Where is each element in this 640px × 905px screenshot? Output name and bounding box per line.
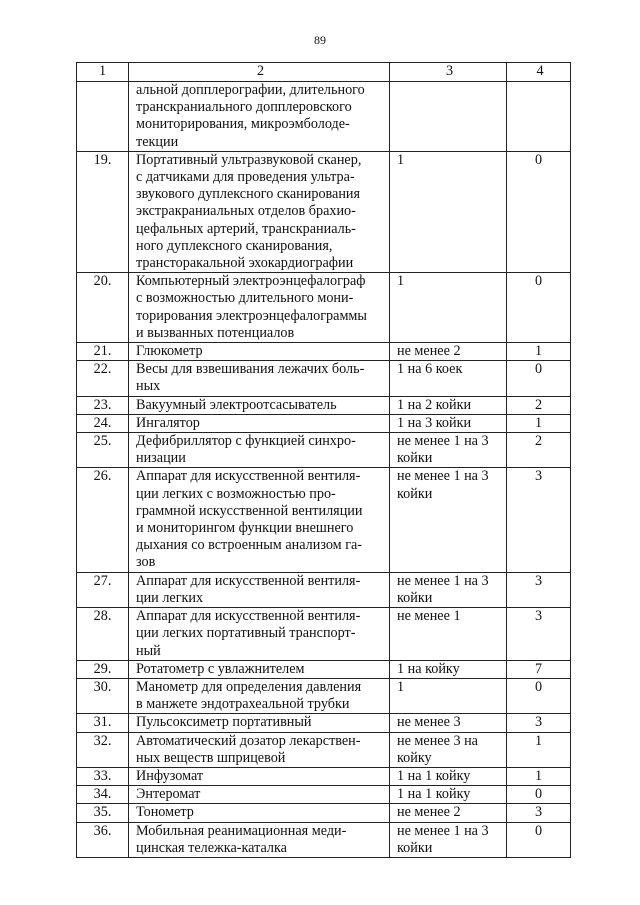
row-number-cell: 24. xyxy=(77,414,129,432)
equipment-name-cell xyxy=(129,732,390,767)
equipment-name-line: и мониторингом функции внешнего xyxy=(136,520,354,537)
equipment-name-cell xyxy=(129,660,390,678)
row-number-cell: 23. xyxy=(77,396,129,414)
value-cell: 3 xyxy=(507,572,571,607)
equipment-name-line: Автоматический дозатор лекарствен- xyxy=(136,732,361,749)
equipment-name-line: Весы для взвешивания лежачих боль- xyxy=(136,361,365,378)
equipment-name-cell xyxy=(129,82,390,152)
value-cell: 0 xyxy=(507,786,571,804)
table-row xyxy=(77,732,571,767)
quantity-line: не менее 1 на 3 xyxy=(397,822,489,839)
equipment-name-line: низации xyxy=(136,450,186,467)
equipment-table xyxy=(76,62,571,858)
value-cell: 2 xyxy=(507,433,571,468)
row-number-cell: 30. xyxy=(77,678,129,713)
equipment-name-cell xyxy=(129,396,390,414)
equipment-name-cell xyxy=(129,468,390,572)
quantity-line: 1 на 1 койку xyxy=(397,786,471,803)
equipment-name-line: транскраниального допплеровского xyxy=(136,99,352,116)
quantity-cell xyxy=(390,804,507,822)
value-cell: 3 xyxy=(507,468,571,572)
quantity-line: 1 xyxy=(397,678,405,695)
equipment-name-line: Вакуумный электроотсасыватель xyxy=(136,396,337,413)
quantity-line: койки xyxy=(397,450,433,467)
equipment-name-line: с возможностью длительного мони- xyxy=(136,290,354,307)
table-row xyxy=(77,151,571,272)
quantity-cell xyxy=(390,660,507,678)
row-number-cell: 22. xyxy=(77,361,129,396)
quantity-line: 1 на 6 коек xyxy=(397,361,463,378)
equipment-name-cell xyxy=(129,361,390,396)
equipment-name-cell xyxy=(129,786,390,804)
row-number-cell: 36. xyxy=(77,822,129,857)
equipment-name-line: Компьютерный электроэнцефалограф xyxy=(136,273,366,290)
equipment-name-line: Аппарат для искусственной вентиля- xyxy=(136,468,361,485)
equipment-name-line: Ротатометр с увлажнителем xyxy=(136,660,305,677)
quantity-line: 1 на койку xyxy=(397,660,460,677)
equipment-name-line: Портативный ультразвуковой сканер, xyxy=(136,151,362,168)
table-row xyxy=(77,714,571,732)
quantity-cell xyxy=(390,714,507,732)
equipment-name-cell xyxy=(129,414,390,432)
table-row xyxy=(77,343,571,361)
quantity-cell xyxy=(390,767,507,785)
quantity-line: не менее 1 на 3 xyxy=(397,468,489,485)
quantity-cell xyxy=(390,82,507,152)
equipment-name-line: Глюкометр xyxy=(136,343,203,360)
quantity-line: 1 на 2 койки xyxy=(397,396,472,413)
row-number-cell: 25. xyxy=(77,433,129,468)
equipment-name-cell xyxy=(129,678,390,713)
value-cell: 1 xyxy=(507,767,571,785)
row-number-cell: 35. xyxy=(77,804,129,822)
equipment-name-line: Аппарат для искусственной вентиля- xyxy=(136,572,361,589)
row-number-cell: 26. xyxy=(77,468,129,572)
equipment-name-line: звукового дуплексного сканирования xyxy=(136,186,361,203)
quantity-cell xyxy=(390,572,507,607)
row-number-cell: 29. xyxy=(77,660,129,678)
table-row xyxy=(77,361,571,396)
value-cell xyxy=(507,82,571,152)
equipment-name-cell xyxy=(129,273,390,343)
value-cell: 1 xyxy=(507,414,571,432)
equipment-name-line: ных веществ шприцевой xyxy=(136,749,286,766)
equipment-name-line: Пульсоксиметр портативный xyxy=(136,714,312,731)
row-number-cell: 31. xyxy=(77,714,129,732)
quantity-line: койки xyxy=(397,839,433,856)
row-number-cell: 32. xyxy=(77,732,129,767)
equipment-name-line: и вызванных потенциалов xyxy=(136,324,295,341)
value-cell: 1 xyxy=(507,343,571,361)
equipment-name-line: цефальных артерий, транскраниаль- xyxy=(136,220,356,237)
table-row xyxy=(77,572,571,607)
equipment-name-line: ции легких портативный транспорт- xyxy=(136,625,356,642)
quantity-line: 1 на 1 койку xyxy=(397,767,471,784)
value-cell: 3 xyxy=(507,608,571,661)
equipment-name-line: трансторакальной эхокардиографии xyxy=(136,255,354,272)
quantity-line: не менее 1 на 3 xyxy=(397,572,489,589)
quantity-cell xyxy=(390,786,507,804)
equipment-name-cell xyxy=(129,151,390,272)
equipment-name-line: в манжете эндотрахеальной трубки xyxy=(136,696,350,713)
equipment-name-line: ции легких xyxy=(136,589,204,606)
header-cell: 4 xyxy=(507,63,571,82)
quantity-cell xyxy=(390,343,507,361)
table-row xyxy=(77,804,571,822)
equipment-name-line: Тонометр xyxy=(136,804,194,821)
equipment-name-line: торирования электроэнцефалограммы xyxy=(136,307,367,324)
header-cell: 3 xyxy=(390,63,507,82)
quantity-line: 1 на 3 койки xyxy=(397,414,472,431)
table-row xyxy=(77,767,571,785)
header-cell: 2 xyxy=(129,63,390,82)
quantity-line: не менее 1 xyxy=(397,608,461,625)
quantity-line: 1 xyxy=(397,273,405,290)
quantity-line: 1 xyxy=(397,151,405,168)
equipment-name-line: ции легких с возможностью про- xyxy=(136,485,336,502)
quantity-line: не менее 3 на xyxy=(397,732,478,749)
equipment-name-line: мониторирования, микроэмболоде- xyxy=(136,116,350,133)
value-cell: 3 xyxy=(507,804,571,822)
quantity-cell xyxy=(390,151,507,272)
quantity-cell xyxy=(390,273,507,343)
quantity-cell xyxy=(390,732,507,767)
table-row xyxy=(77,433,571,468)
table-row xyxy=(77,273,571,343)
row-number-cell: 27. xyxy=(77,572,129,607)
quantity-cell xyxy=(390,396,507,414)
equipment-name-cell xyxy=(129,572,390,607)
equipment-name-line: Мобильная реанимационная меди- xyxy=(136,822,347,839)
quantity-cell xyxy=(390,468,507,572)
equipment-name-line: Инфузомат xyxy=(136,767,204,784)
equipment-name-line: Манометр для определения давления xyxy=(136,678,362,695)
value-cell: 1 xyxy=(507,732,571,767)
table-body xyxy=(77,63,571,858)
equipment-name-line: Аппарат для искусственной вентиля- xyxy=(136,608,361,625)
header-cell: 1 xyxy=(77,63,129,82)
table-row xyxy=(77,660,571,678)
table-row xyxy=(77,822,571,857)
quantity-line: койки xyxy=(397,485,433,502)
value-cell: 7 xyxy=(507,660,571,678)
equipment-name-line: зов xyxy=(136,554,156,571)
quantity-cell xyxy=(390,414,507,432)
equipment-name-cell xyxy=(129,822,390,857)
quantity-cell xyxy=(390,361,507,396)
value-cell: 0 xyxy=(507,361,571,396)
table-row xyxy=(77,786,571,804)
equipment-name-line: Ингалятор xyxy=(136,414,200,431)
equipment-name-cell xyxy=(129,714,390,732)
table-row xyxy=(77,414,571,432)
row-number-cell: 19. xyxy=(77,151,129,272)
quantity-line: койку xyxy=(397,749,432,766)
row-number-cell: 34. xyxy=(77,786,129,804)
quantity-cell xyxy=(390,678,507,713)
equipment-name-line: Энтеромат xyxy=(136,786,201,803)
table-row xyxy=(77,468,571,572)
value-cell: 0 xyxy=(507,273,571,343)
table-row xyxy=(77,82,571,152)
table-row xyxy=(77,608,571,661)
value-cell: 2 xyxy=(507,396,571,414)
quantity-line: не менее 1 на 3 xyxy=(397,433,489,450)
quantity-line: не менее 2 xyxy=(397,343,461,360)
equipment-name-line: граммной искусственной вентиляции xyxy=(136,502,363,519)
equipment-name-line: ного дуплексного сканирования, xyxy=(136,237,333,254)
row-number-cell: 20. xyxy=(77,273,129,343)
equipment-name-line: с датчиками для проведения ультра- xyxy=(136,169,355,186)
equipment-name-cell xyxy=(129,767,390,785)
table-row xyxy=(77,678,571,713)
table-header-row xyxy=(77,63,571,82)
equipment-name-cell xyxy=(129,804,390,822)
value-cell: 0 xyxy=(507,151,571,272)
value-cell: 0 xyxy=(507,822,571,857)
equipment-name-line: ных xyxy=(136,378,161,395)
equipment-name-line: Дефибриллятор с функцией синхро- xyxy=(136,433,356,450)
equipment-name-cell xyxy=(129,343,390,361)
equipment-name-cell xyxy=(129,433,390,468)
equipment-name-line: экстракраниальных отделов брахио- xyxy=(136,203,356,220)
quantity-line: не менее 3 xyxy=(397,714,461,731)
equipment-name-line: ный xyxy=(136,642,161,659)
equipment-name-line: цинская тележка-каталка xyxy=(136,839,287,856)
equipment-name-cell xyxy=(129,608,390,661)
quantity-line: не менее 2 xyxy=(397,804,461,821)
row-number-cell: 33. xyxy=(77,767,129,785)
equipment-name-line: текции xyxy=(136,133,179,150)
value-cell: 0 xyxy=(507,678,571,713)
equipment-name-line: альной допплерографии, длительного xyxy=(136,82,365,98)
row-number-cell: 28. xyxy=(77,608,129,661)
row-number-cell xyxy=(77,82,129,152)
quantity-cell xyxy=(390,608,507,661)
page-number: 89 xyxy=(314,33,326,47)
quantity-cell xyxy=(390,433,507,468)
quantity-line: койки xyxy=(397,589,433,606)
value-cell: 3 xyxy=(507,714,571,732)
equipment-name-line: дыхания со встроенным анализом га- xyxy=(136,537,363,554)
row-number-cell: 21. xyxy=(77,343,129,361)
quantity-cell xyxy=(390,822,507,857)
table-row xyxy=(77,396,571,414)
